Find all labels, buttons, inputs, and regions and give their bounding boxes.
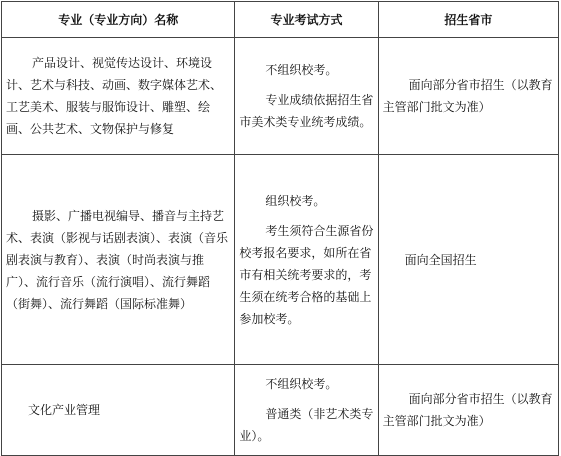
header-region: 招生省市 — [378, 2, 558, 38]
exam-line: 考生须符合生源省份校考报名要求，如所在省市有相关统考要求的，考生须在统考合格的基础上参加校考。 — [239, 223, 374, 326]
table-row — [2, 38, 559, 155]
table-row — [2, 365, 559, 456]
major-cell — [2, 155, 235, 365]
region-text: 面向全国招生 — [404, 252, 477, 267]
major-name: 文化产业管理 — [28, 403, 101, 417]
major-cell — [2, 365, 235, 456]
major-name: 产品设计、视觉传达设计、环境设计、艺术与科技、动画、数字媒体艺术、工艺美术、服装与服饰设计、雕塑、绘画、公共艺术、文物保护与修复 — [6, 56, 223, 136]
header-major: 专业（专业方向）名称 — [2, 2, 235, 38]
major-cell — [2, 38, 235, 155]
region-text: 面向部分省市招生（以教育主管部门批文为准） — [382, 78, 553, 114]
exam-cell — [235, 155, 378, 365]
table-row — [2, 155, 559, 365]
region-cell — [378, 38, 558, 155]
exam-line: 普通类（非艺术类专业）。 — [239, 407, 374, 443]
exam-line: 组织校考。 — [265, 193, 326, 208]
table-header-row — [2, 2, 559, 38]
major-name: 摄影、广播电视编导、播音与主持艺术、表演（影视与话剧表演）、表演（音乐剧表演与教育）、表演（时尚表演与推广）、流行音乐（流行演唱）、流行舞蹈（街舞）、流行舞蹈（国际标准舞） — [6, 208, 229, 311]
exam-line: 不组织校考。 — [265, 63, 338, 77]
exam-line: 专业成绩依据招生省市美术类专业统考成绩。 — [239, 93, 374, 129]
header-exam-method: 专业考试方式 — [235, 2, 378, 38]
region-cell — [378, 365, 558, 456]
exam-cell — [235, 38, 378, 155]
region-cell — [378, 155, 558, 365]
region-text: 面向部分省市招生（以教育主管部门批文为准） — [382, 392, 553, 428]
exam-line: 不组织校考。 — [265, 377, 338, 391]
exam-cell — [235, 365, 378, 456]
admissions-table — [1, 1, 559, 456]
